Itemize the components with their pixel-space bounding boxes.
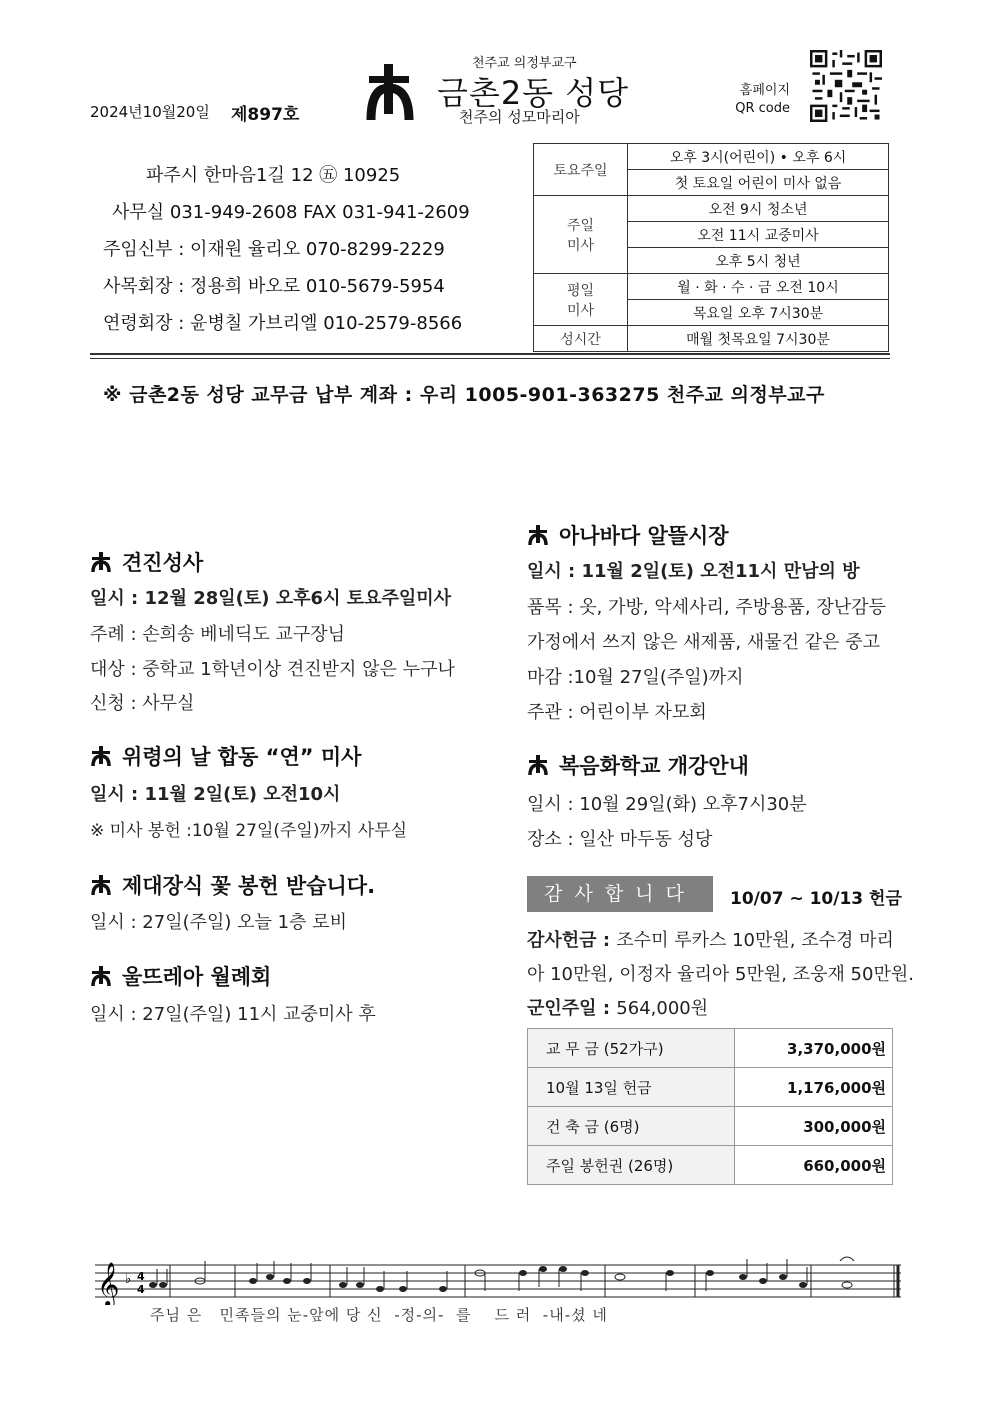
gospel-school-place: 장소 : 일산 마두동 성당 [527, 829, 713, 850]
schedule-header-saturday: 토요주일 [534, 144, 628, 196]
senior-president-contact: 연령회장 : 윤병칠 가브리엘 010-2579-8566 [103, 313, 463, 334]
diocese-name: 천주교 의정부교구 [472, 56, 577, 71]
thanks-donations: 감사헌금 : 조수미 루카스 10만원, 조수경 마리 [527, 930, 894, 951]
schedule-header-weekday: 평일 미사 [534, 274, 628, 326]
schedule-cell: 오전 9시 청소년 [628, 196, 889, 222]
confirmation-apply: 신청 : 사무실 [90, 693, 195, 714]
schedule-cell: 매월 첫목요일 7시30분 [628, 326, 889, 352]
section-title-gospel-school: 복음화학교 개강안내 [527, 750, 749, 780]
thanks-banner: 감사합니다 [527, 876, 713, 912]
memorial-date: 일시 : 11월 2일(토) 오전10시 [90, 784, 341, 805]
schedule-cell: 오후 3시(어린이) • 오후 6시 [628, 144, 889, 170]
account-notice: ※ 금촌2동 성당 교무금 납부 계좌 : 우리 1005-901-363275 천주교 의정부교구 [103, 384, 825, 406]
pastor-contact: 주임신부 : 이재원 율리오 070-8299-2229 [103, 239, 445, 260]
schedule-cell: 목요일 오후 7시30분 [628, 300, 889, 326]
table-row: 주일 봉헌권 (26명) 660,000원 [528, 1146, 893, 1185]
parish-title: 금촌2동 성당 [437, 74, 630, 112]
homepage-qr-code[interactable] [810, 50, 882, 122]
thanks-range: 10/07 ~ 10/13 헌금 [730, 889, 902, 909]
svg-text:4: 4 [137, 1270, 145, 1283]
section-title-memorial-mass: 위령의 날 합동 “연” 미사 [90, 741, 361, 771]
office-phone: 사무실 031-949-2608 FAX 031-941-2609 [112, 202, 470, 223]
cross-icon [90, 551, 112, 573]
cross-icon [90, 745, 112, 767]
cross-icon [90, 965, 112, 987]
market-items-cont: 가정에서 쓰지 않은 새제품, 새물건 같은 중고 [527, 632, 881, 653]
issue-date: 2024년10월20일 [90, 103, 210, 121]
music-staff [95, 1255, 901, 1305]
confirmation-celebrant: 주례 : 손희송 베네딕도 교구장님 [90, 624, 345, 645]
table-row: 교 무 금 (52가구) 3,370,000원 [528, 1029, 893, 1068]
thanks-donations-cont: 아 10만원, 이정자 율리아 5만원, 조웅재 50만원. [527, 964, 914, 985]
memorial-note: ※ 미사 봉헌 :10월 27일(주일)까지 사무실 [90, 821, 408, 841]
ultreya-date: 일시 : 27일(주일) 11시 교중미사 후 [90, 1004, 376, 1025]
mass-schedule-table [533, 143, 889, 352]
section-title-altar-flowers: 제대장식 꽃 봉헌 받습니다. [90, 870, 375, 900]
military-sunday: 군인주일 : 564,000원 [527, 998, 709, 1019]
issue-number: 제897호 [231, 105, 300, 125]
schedule-cell: 오전 11시 교중미사 [628, 222, 889, 248]
schedule-header-holy-hour: 성시간 [534, 326, 628, 352]
svg-text:♭: ♭ [125, 1272, 132, 1287]
schedule-cell: 오후 5시 청년 [628, 248, 889, 274]
cross-icon [90, 874, 112, 896]
schedule-header-sunday: 주일 미사 [534, 196, 628, 274]
cross-icon [527, 754, 549, 776]
schedule-cell: 월 · 화 · 수 · 금 오전 10시 [628, 274, 889, 300]
altar-flowers-date: 일시 : 27일(주일) 오늘 1층 로비 [90, 912, 347, 933]
parish-logo [365, 62, 415, 122]
market-host: 주관 : 어린이부 자모회 [527, 702, 707, 723]
patron-name: 천주의 성모마리아 [459, 108, 580, 126]
parish-address: 파주시 한마음1길 12 ㊄ 10925 [146, 165, 401, 186]
section-title-market: 아나바다 알뜰시장 [527, 520, 729, 550]
hymn-lyrics: 주님 은 민족들의 눈-앞에 당 신 -정-의- 를 드 러 -내-셨 네 [150, 1306, 608, 1324]
svg-text:𝄞: 𝄞 [97, 1262, 120, 1305]
cross-icon [527, 524, 549, 546]
divider [90, 353, 890, 355]
section-title-confirmation: 견진성사 [90, 547, 203, 577]
schedule-cell: 첫 토요일 어린이 미사 없음 [628, 170, 889, 196]
confirmation-target: 대상 : 중학교 1학년이상 견진받지 않은 누구나 [90, 659, 455, 680]
section-title-ultreya: 울뜨레아 월례회 [90, 961, 271, 991]
gospel-school-date: 일시 : 10월 29일(화) 오후7시30분 [527, 794, 807, 815]
qr-label: 홈페이지 QR code [735, 83, 790, 116]
market-items: 품목 : 옷, 가방, 악세사리, 주방용품, 장난감등 [527, 597, 886, 618]
market-deadline: 마감 :10월 27일(주일)까지 [527, 667, 744, 688]
offering-table [527, 1028, 893, 1185]
divider [90, 358, 890, 359]
table-row: 10월 13일 헌금 1,176,000원 [528, 1068, 893, 1107]
svg-text:4: 4 [137, 1283, 145, 1296]
confirmation-date: 일시 : 12월 28일(토) 오후6시 토요주일미사 [90, 588, 452, 609]
table-row: 건 축 금 (6명) 300,000원 [528, 1107, 893, 1146]
council-president-contact: 사목회장 : 정용희 바오로 010-5679-5954 [103, 276, 445, 297]
market-date: 일시 : 11월 2일(토) 오전11시 만남의 방 [527, 561, 860, 582]
